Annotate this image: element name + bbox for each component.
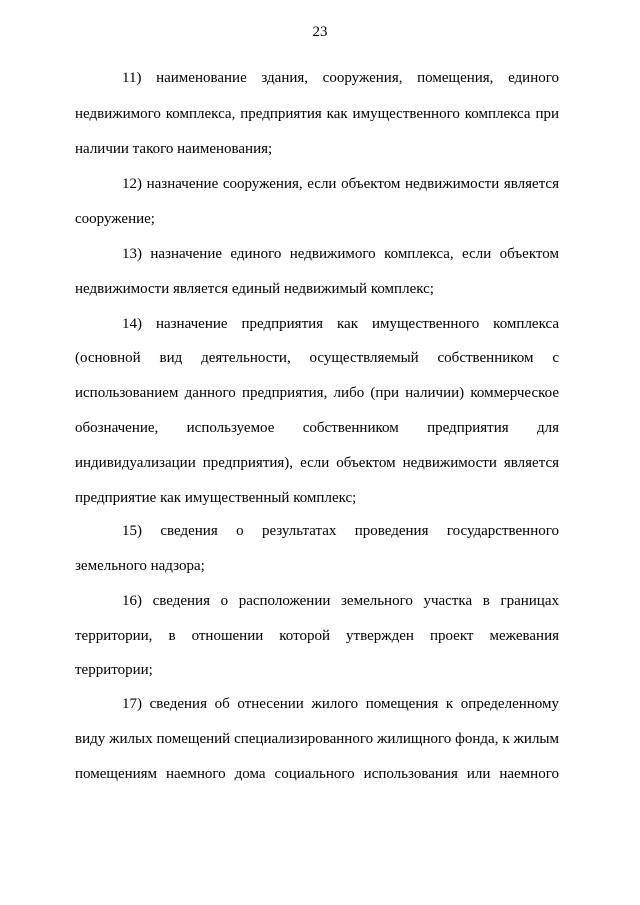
text-line: сооружение; [75, 211, 155, 227]
text-line: обозначение, используемое собственником предприятия для [75, 420, 559, 436]
text-line: недвижимости является единый недвижимый комплекс; [75, 281, 434, 297]
text-line: 14) назначение предприятия как имущественного комплекса [122, 316, 559, 332]
text-line: 16) сведения о расположении земельного участка в границах [122, 593, 559, 609]
text-line: наличии такого наименования; [75, 141, 273, 157]
text-line: 12) назначение сооружения, если объектом недвижимости является [122, 176, 559, 192]
text-line: земельного надзора; [75, 558, 205, 574]
text-line: 15) сведения о результатах проведения государственного [122, 523, 559, 539]
page-number: 23 [312, 24, 328, 40]
text-line: индивидуализации предприятия), если объектом недвижимости является [75, 455, 559, 471]
text-line: недвижимого комплекса, предприятия как имущественного комплекса при [75, 106, 559, 122]
text-line: 13) назначение единого недвижимого комплекса, если объектом [122, 246, 559, 262]
text-line: (основной вид деятельности, осуществляемый собственником с [75, 350, 559, 366]
text-line: предприятие как имущественный комплекс; [75, 490, 357, 506]
text-line: территории, в отношении которой утвержден проект межевания [75, 628, 559, 644]
text-line: помещениям наемного дома социального использования или наемного [75, 766, 559, 782]
text-line: 11) наименование здания, сооружения, помещения, единого [122, 70, 559, 86]
text-line: территории; [75, 662, 153, 678]
text-line: 17) сведения об отнесении жилого помещения к определенному [122, 696, 559, 712]
text-line: виду жилых помещений специализированного жилищного фонда, к жилым [75, 731, 559, 747]
text-line: использованием данного предприятия, либо (при наличии) коммерческое [75, 385, 559, 401]
